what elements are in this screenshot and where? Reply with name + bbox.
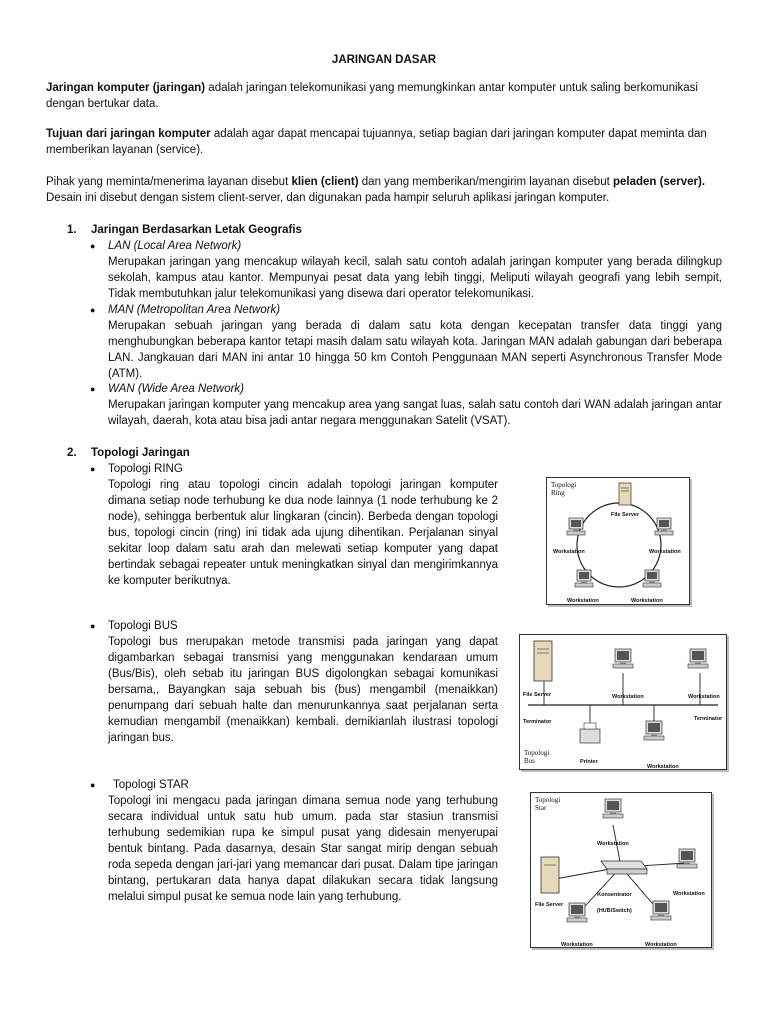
text: adalah agar dapat mencapai tujuannya, setiap bagian dari jaringan komputer dapat meminta dan [210,128,707,140]
text-line: melalui simpul pusat ke semua node lain yang terhubung. [108,891,402,903]
section-2-number: 2. [67,447,77,459]
text-line: Topologi ring atau topologi cincin adalah topologi jaringan komputer [108,479,498,491]
file-server-label: File Server [523,692,552,698]
caption-line: Bus [524,757,535,765]
bullet-icon: ● [90,384,96,394]
terminator-label: Terminator [523,719,552,725]
workstation-label: Workstation [647,764,679,770]
file-server-label: File Server [611,512,640,518]
workstation-label: Workstation [597,841,629,847]
text: Desain ini disebut dengan sistem client-server, dan digunakan pada hampir seluruh aplikasi jaringan komputer. [46,192,610,204]
text-line: bertindak sebagai repeater untuk meningkatkan sinyal dan mengirimkannya [108,559,498,571]
bullet-icon: ● [90,305,96,315]
workstation-label: Workstation [649,549,681,555]
bus-label: Topologi BUS [108,620,178,632]
term-jaringan-komputer: Jaringan komputer (jaringan) [46,82,206,94]
wan-label: WAN (Wide Area Network) [108,383,245,395]
man-description [108,318,722,382]
ring-topology-figure [546,477,690,605]
page-title: JARINGAN DASAR [331,54,437,66]
caption-line: Topologi [524,749,550,757]
workstation-label: Workstation [673,891,705,897]
text-line: sekolah, kampus atau kantor. Mempunyai pesat data yang lebih tinggi, Meliputi wilayah geografi yang lebih sempit, [108,272,722,284]
section-1-heading: Jaringan Berdasarkan Letak Geografis [91,224,302,236]
hub-label-line: (HUB/Switch) [597,908,632,914]
text-line: dimana setiap node terhubung ke dua node lainnya (1 node terhubung ke 2 [108,495,498,507]
text-line: bentuk bintang. Pada dasarnya, desain Star sangat mirip dengan sebuah [108,843,498,855]
bullet-icon: ● [90,780,96,790]
wan-description [108,397,722,429]
term-klien: klien (client) [291,176,359,188]
bus-description [108,634,498,746]
caption-line: Topologi [551,481,577,489]
terminator-label: Terminator [694,716,723,722]
text-line: bersama,, Bayangkan saja sebuah bis (bus) mengambil (menaikkan) [108,684,498,696]
bus-topology-figure [519,634,727,770]
star-figure-caption [535,796,560,812]
lan-description [108,254,722,302]
text-line: Topologi ini mengacu pada jaringan dimana semua node yang terhubung [108,795,498,807]
file-server-label: File Server [535,902,564,908]
text-line: bintang, pertukaran data hanya dapat dilakukan secara tidak langsung [108,875,498,887]
text-line: roda sepeda dengan jari-jari yang memancar dari pusat. Dalam tipe jaringan [108,859,498,871]
text-line: secara individual untuk satu hub umum. pada star stasiun transmisi [108,811,498,823]
ring-description [108,477,498,589]
text-line: jaringan bus. [108,732,174,744]
text-line: Topologi bus merupakan metode transmisi pada jaringan yang dapat [108,636,498,648]
hub-label [597,887,632,919]
workstation-label: Workstation [645,942,677,948]
text-line: (Bus/Bis), oleh sebab itu jaringan BUS digolongkan sebagai komunikasi [108,668,498,680]
bullet-icon: ● [90,464,96,474]
star-label: Topologi STAR [113,779,189,791]
printer-label: Printer [580,759,598,765]
text-line: bus, topologi cincin (ring) ini tidak ada ujung dihentikan. Perjalanan sinyal [108,527,498,539]
star-description [108,793,498,905]
intro-paragraph-3 [46,174,722,206]
text-line: Merupakan jaringan yang mencakup wilayah kecil, salah satu contoh adalah jaringan komputer yang berada dilingkup [108,256,722,268]
intro-paragraph-2 [46,126,722,158]
caption-line: Star [535,804,547,812]
text-line: sekitar loop dalam satu arah dan melewati setiap komputer yang dapat [108,543,498,555]
workstation-label: Workstation [612,694,644,700]
text-line: Merupakan jaringan komputer yang mencakup area yang sangat luas, salah satu contoh dari WAN adalah jaringan antar [108,399,722,411]
text-line: terhubung sedemikian rupa ke simpul pusat yang didesain menyerupai [108,827,498,839]
text-line: menghubungkan beberapa kantor tetapi masih dalam satu wilayah kota. Jaringan MAN adalah gabungan dari beberapa [108,336,722,348]
bullet-icon: ● [90,621,96,631]
text-line: (ATM). [108,368,143,380]
text: dan yang memberikan/mengirim layanan disebut [358,176,613,188]
text-line: node), sehingga berbentuk alur lingkaran (cincin). Berbeda dengan topologi [108,511,498,523]
ring-label: Topologi RING [108,463,183,475]
text-line: digambarkan sebagai transmisi yang menggunakan kendaraan umum [108,652,498,664]
text-line: penumpang dari sebuah halte dan menurunkannya saat perjalanan serta [108,700,498,712]
text: dengan bertukar data. [46,98,159,110]
workstation-label: Workstation [567,598,599,604]
workstation-label: Workstation [553,549,585,555]
text-line: kemudian mengambil (menaikkan) kembali. demikianlah ilustrasi topologi [108,716,498,728]
ring-figure-caption [551,481,576,497]
bullet-icon: ● [90,241,96,251]
caption-line: Ring [551,489,565,497]
section-1-number: 1. [67,224,77,236]
section-2-heading: Topologi Jaringan [91,447,190,459]
text-line: Merupakan sebuah jaringan yang berada di dalam satu kota dengan kecepatan transfer data tinggi yang [108,320,722,332]
workstation-label: Workstation [561,942,593,948]
hub-label-line: Konsentrator [597,892,632,898]
caption-line: Topologi [535,796,561,804]
text-line: wilayah, daerah, kota atau bisa jadi antar negara menggunakan Satelit (VSAT). [108,415,511,427]
lan-label: LAN (Local Area Network) [108,240,242,252]
text: Pihak yang meminta/menerima layanan disebut [46,176,292,188]
bus-figure-caption [524,749,549,765]
term-peladen: peladen (server). [613,176,706,188]
intro-paragraph-1 [46,80,722,112]
workstation-label: Workstation [631,598,663,604]
text-line: Tidak membutuhkan jalur telekomunikasi yang disewa dari operator telekomunikasi. [108,288,534,300]
workstation-label: Workstation [688,694,720,700]
text-line: ke komputer berikutnya. [108,575,231,587]
man-label: MAN (Metropolitan Area Network) [108,304,281,316]
text: adalah jaringan telekomunikasi yang memungkinkan antar komputer untuk saling berkomunikasi [205,82,698,94]
term-tujuan: Tujuan dari jaringan komputer [46,128,211,140]
text: memberikan layanan (service). [46,144,204,156]
star-topology-figure [530,792,712,948]
text-line: LAN. Jangkauan dari MAN ini antar 10 hingga 50 km Contoh Penggunaan MAN seperti Asynchronous Transfer Mode [108,352,722,364]
